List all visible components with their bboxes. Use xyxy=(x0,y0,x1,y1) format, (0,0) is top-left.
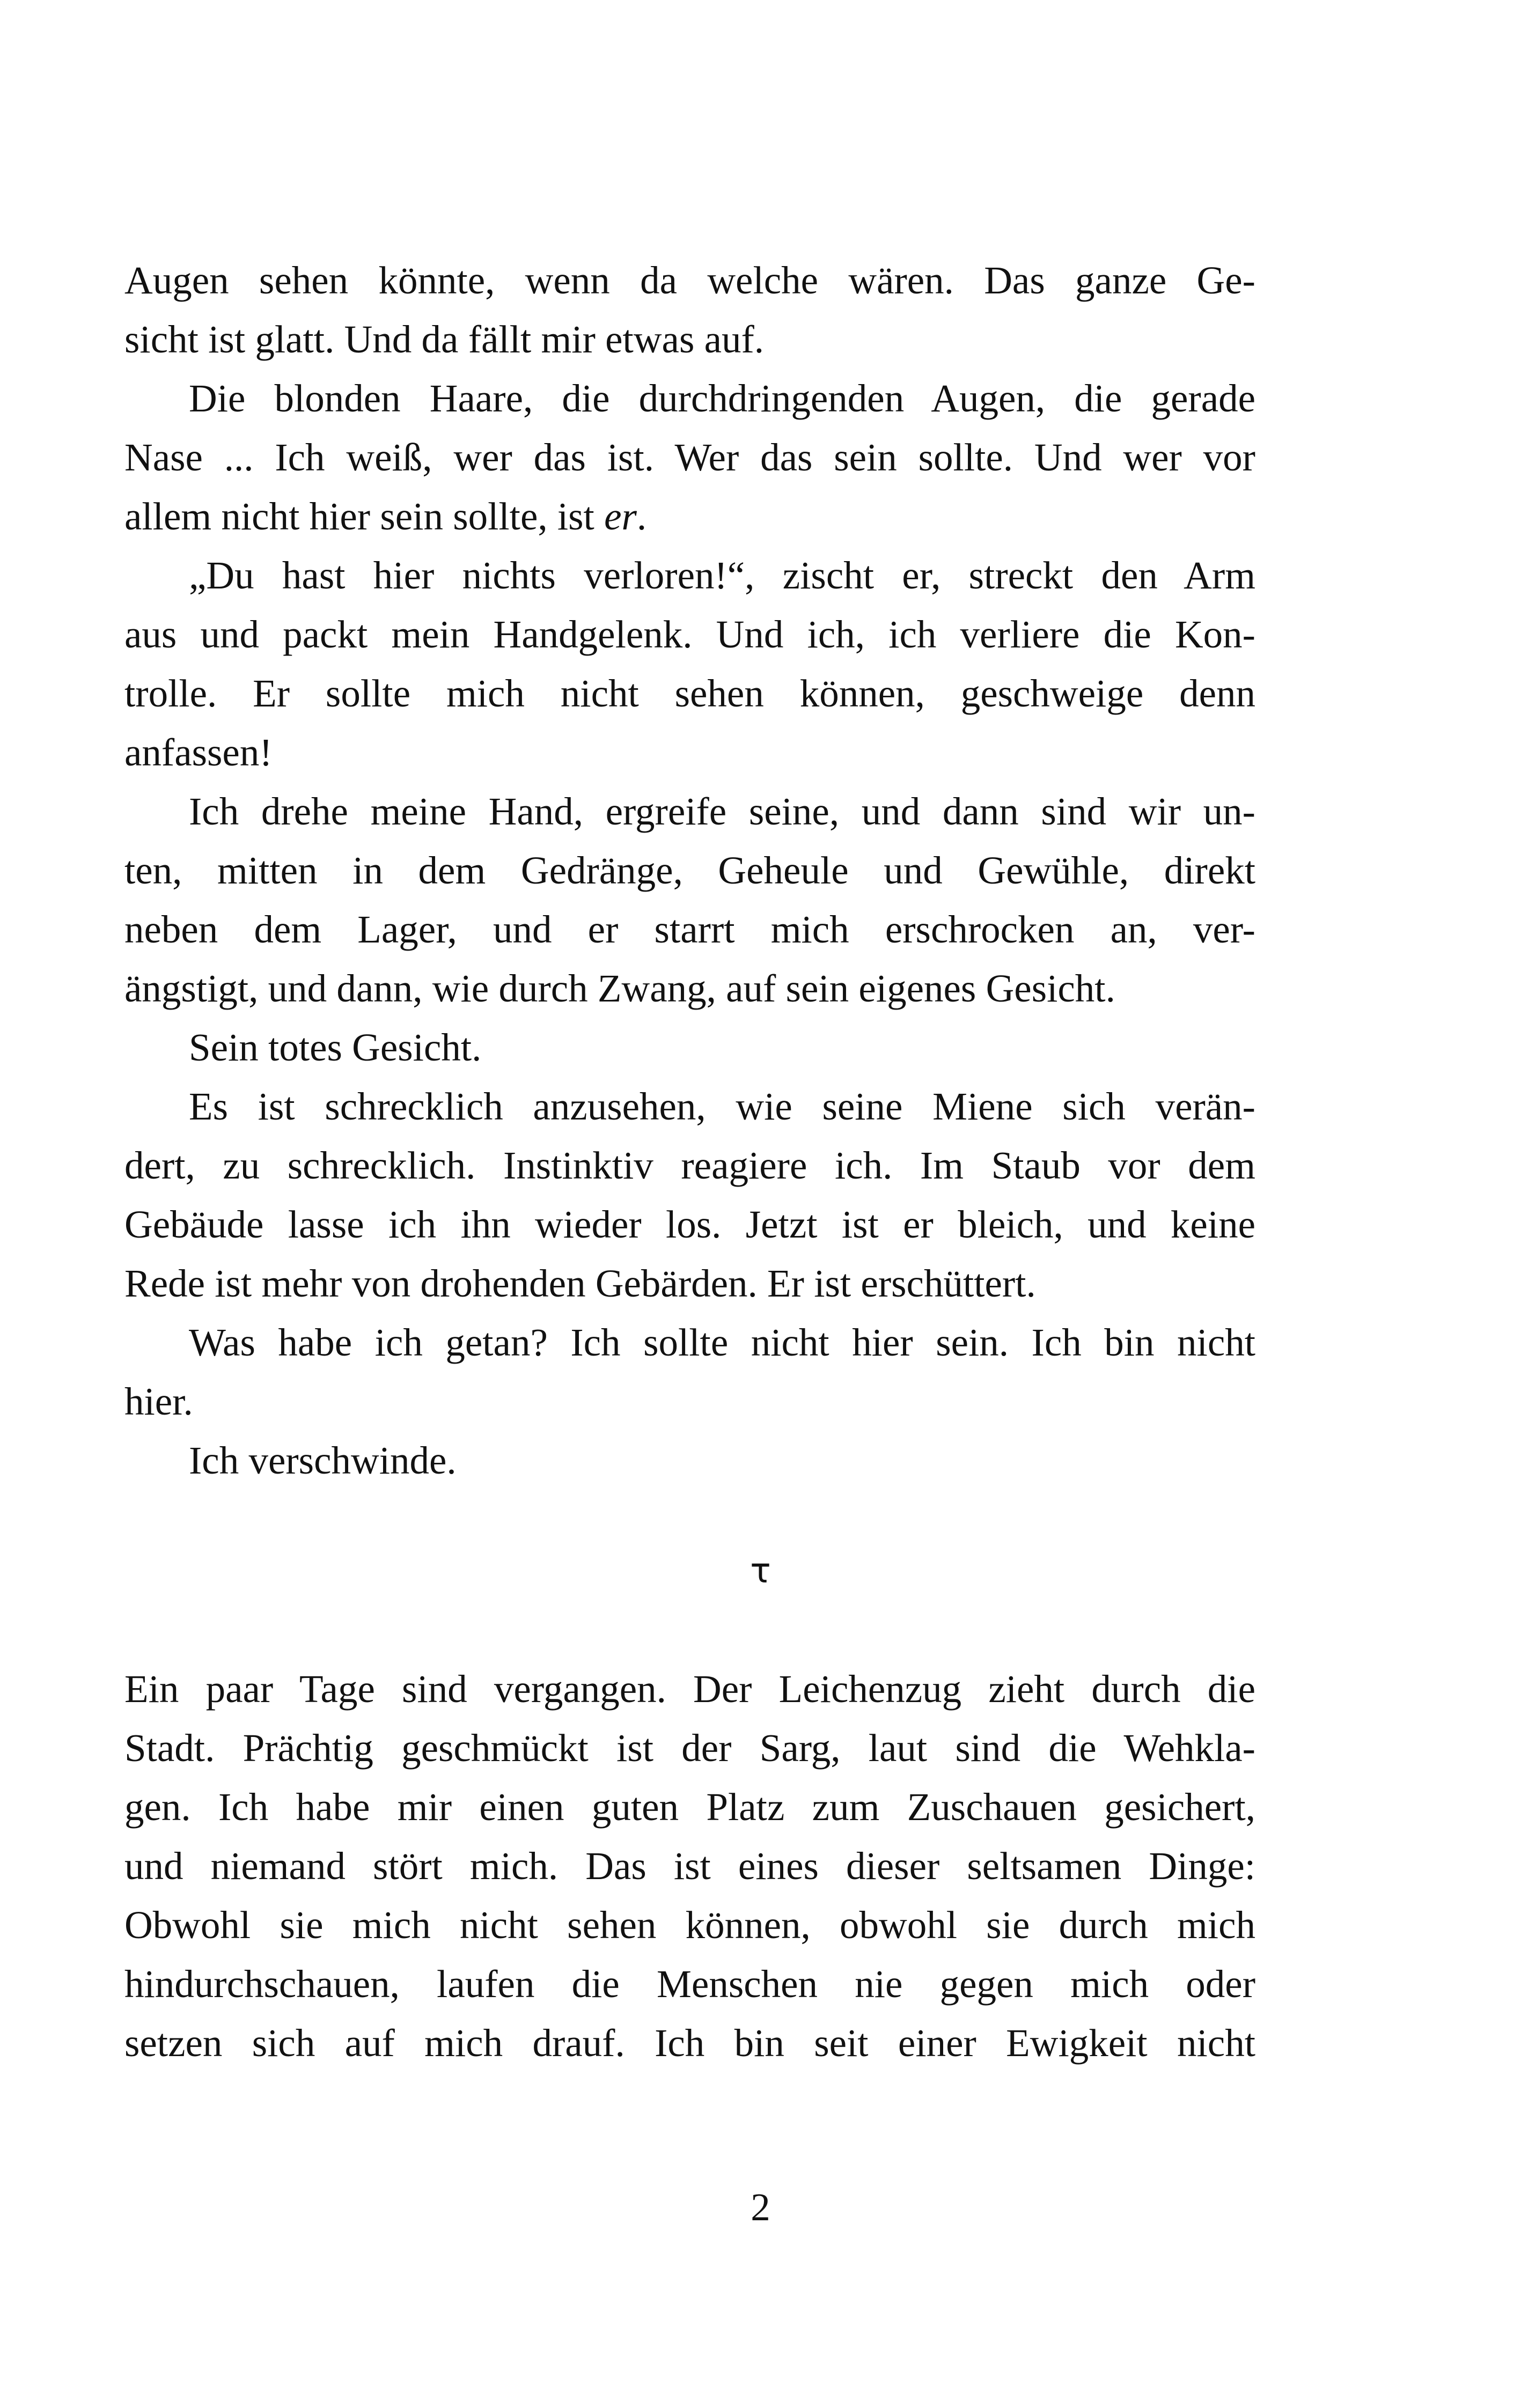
section-separator: τ xyxy=(750,1551,771,1591)
text-line: anfassen! xyxy=(124,731,273,774)
text-line: Sein totes Gesicht. xyxy=(189,1026,482,1069)
text-line: Ich verschwinde. xyxy=(189,1439,457,1482)
text-line: setzen sich auf mich drauf. Ich bin seit einer Ewigkeit nicht xyxy=(124,2021,1255,2065)
text-line: „Du hast hier nichts verloren!“, zischt er, streckt den Arm xyxy=(189,554,1255,597)
text-line: neben dem Lager, und er starrt mich erschrocken an, ver- xyxy=(124,908,1255,951)
text-line: Stadt. Prächtig geschmückt ist der Sarg, laut sind die Wehkla- xyxy=(124,1726,1255,1770)
text-section-1 xyxy=(124,251,1255,1490)
emphasis-text: er xyxy=(604,495,637,538)
text-line: Ein paar Tage sind vergangen. Der Leichenzug zieht durch die xyxy=(124,1667,1255,1711)
text-line: trolle. Er sollte mich nicht sehen können, geschweige denn xyxy=(124,672,1255,715)
text-line: gen. Ich habe mir einen guten Platz zum Zuschauen gesichert, xyxy=(124,1785,1255,1829)
text-line: Ich drehe meine Hand, ergreife seine, und dann sind wir un- xyxy=(189,790,1255,833)
text-line: dert, zu schrecklich. Instinktiv reagiere ich. Im Staub vor dem xyxy=(124,1144,1255,1187)
text-line: aus und packt mein Handgelenk. Und ich, ich verliere die Kon- xyxy=(124,613,1255,656)
text-line: Obwohl sie mich nicht sehen können, obwohl sie durch mich xyxy=(124,1903,1255,1947)
text-line: sicht ist glatt. Und da fällt mir etwas auf. xyxy=(124,318,765,361)
text-line: Die blonden Haare, die durchdringenden Augen, die gerade xyxy=(189,377,1255,420)
text-line: Augen sehen könnte, wenn da welche wären. Das ganze Ge- xyxy=(124,259,1255,302)
text-line: Was habe ich getan? Ich sollte nicht hier sein. Ich bin nicht xyxy=(189,1321,1255,1364)
text-line: Nase ... Ich weiß, wer das ist. Wer das sein sollte. Und wer vor xyxy=(124,436,1255,479)
text-line: Gebäude lasse ich ihn wieder los. Jetzt ist er bleich, und keine xyxy=(124,1203,1255,1246)
text-line: hindurchschauen, laufen die Menschen nie gegen mich oder xyxy=(124,1962,1255,2006)
text-line: hier. xyxy=(124,1380,193,1423)
text-line: allem nicht hier sein sollte, ist er. xyxy=(124,495,647,538)
text-line: Rede ist mehr von drohenden Gebärden. Er ist erschüttert. xyxy=(124,1262,1036,1305)
text-section-2 xyxy=(124,1660,1255,2073)
text-line: und niemand stört mich. Das ist eines dieser seltsamen Dinge: xyxy=(124,1844,1255,1888)
text-line: Es ist schrecklich anzusehen, wie seine Miene sich verän- xyxy=(189,1085,1255,1128)
text-line: ängstigt, und dann, wie durch Zwang, auf sein eigenes Gesicht. xyxy=(124,967,1115,1010)
text-line: ten, mitten in dem Gedränge, Geheule und Gewühle, direkt xyxy=(124,849,1255,892)
text-fragment: allem nicht hier sein sollte, ist xyxy=(124,495,594,538)
page-number: 2 xyxy=(751,2185,770,2229)
